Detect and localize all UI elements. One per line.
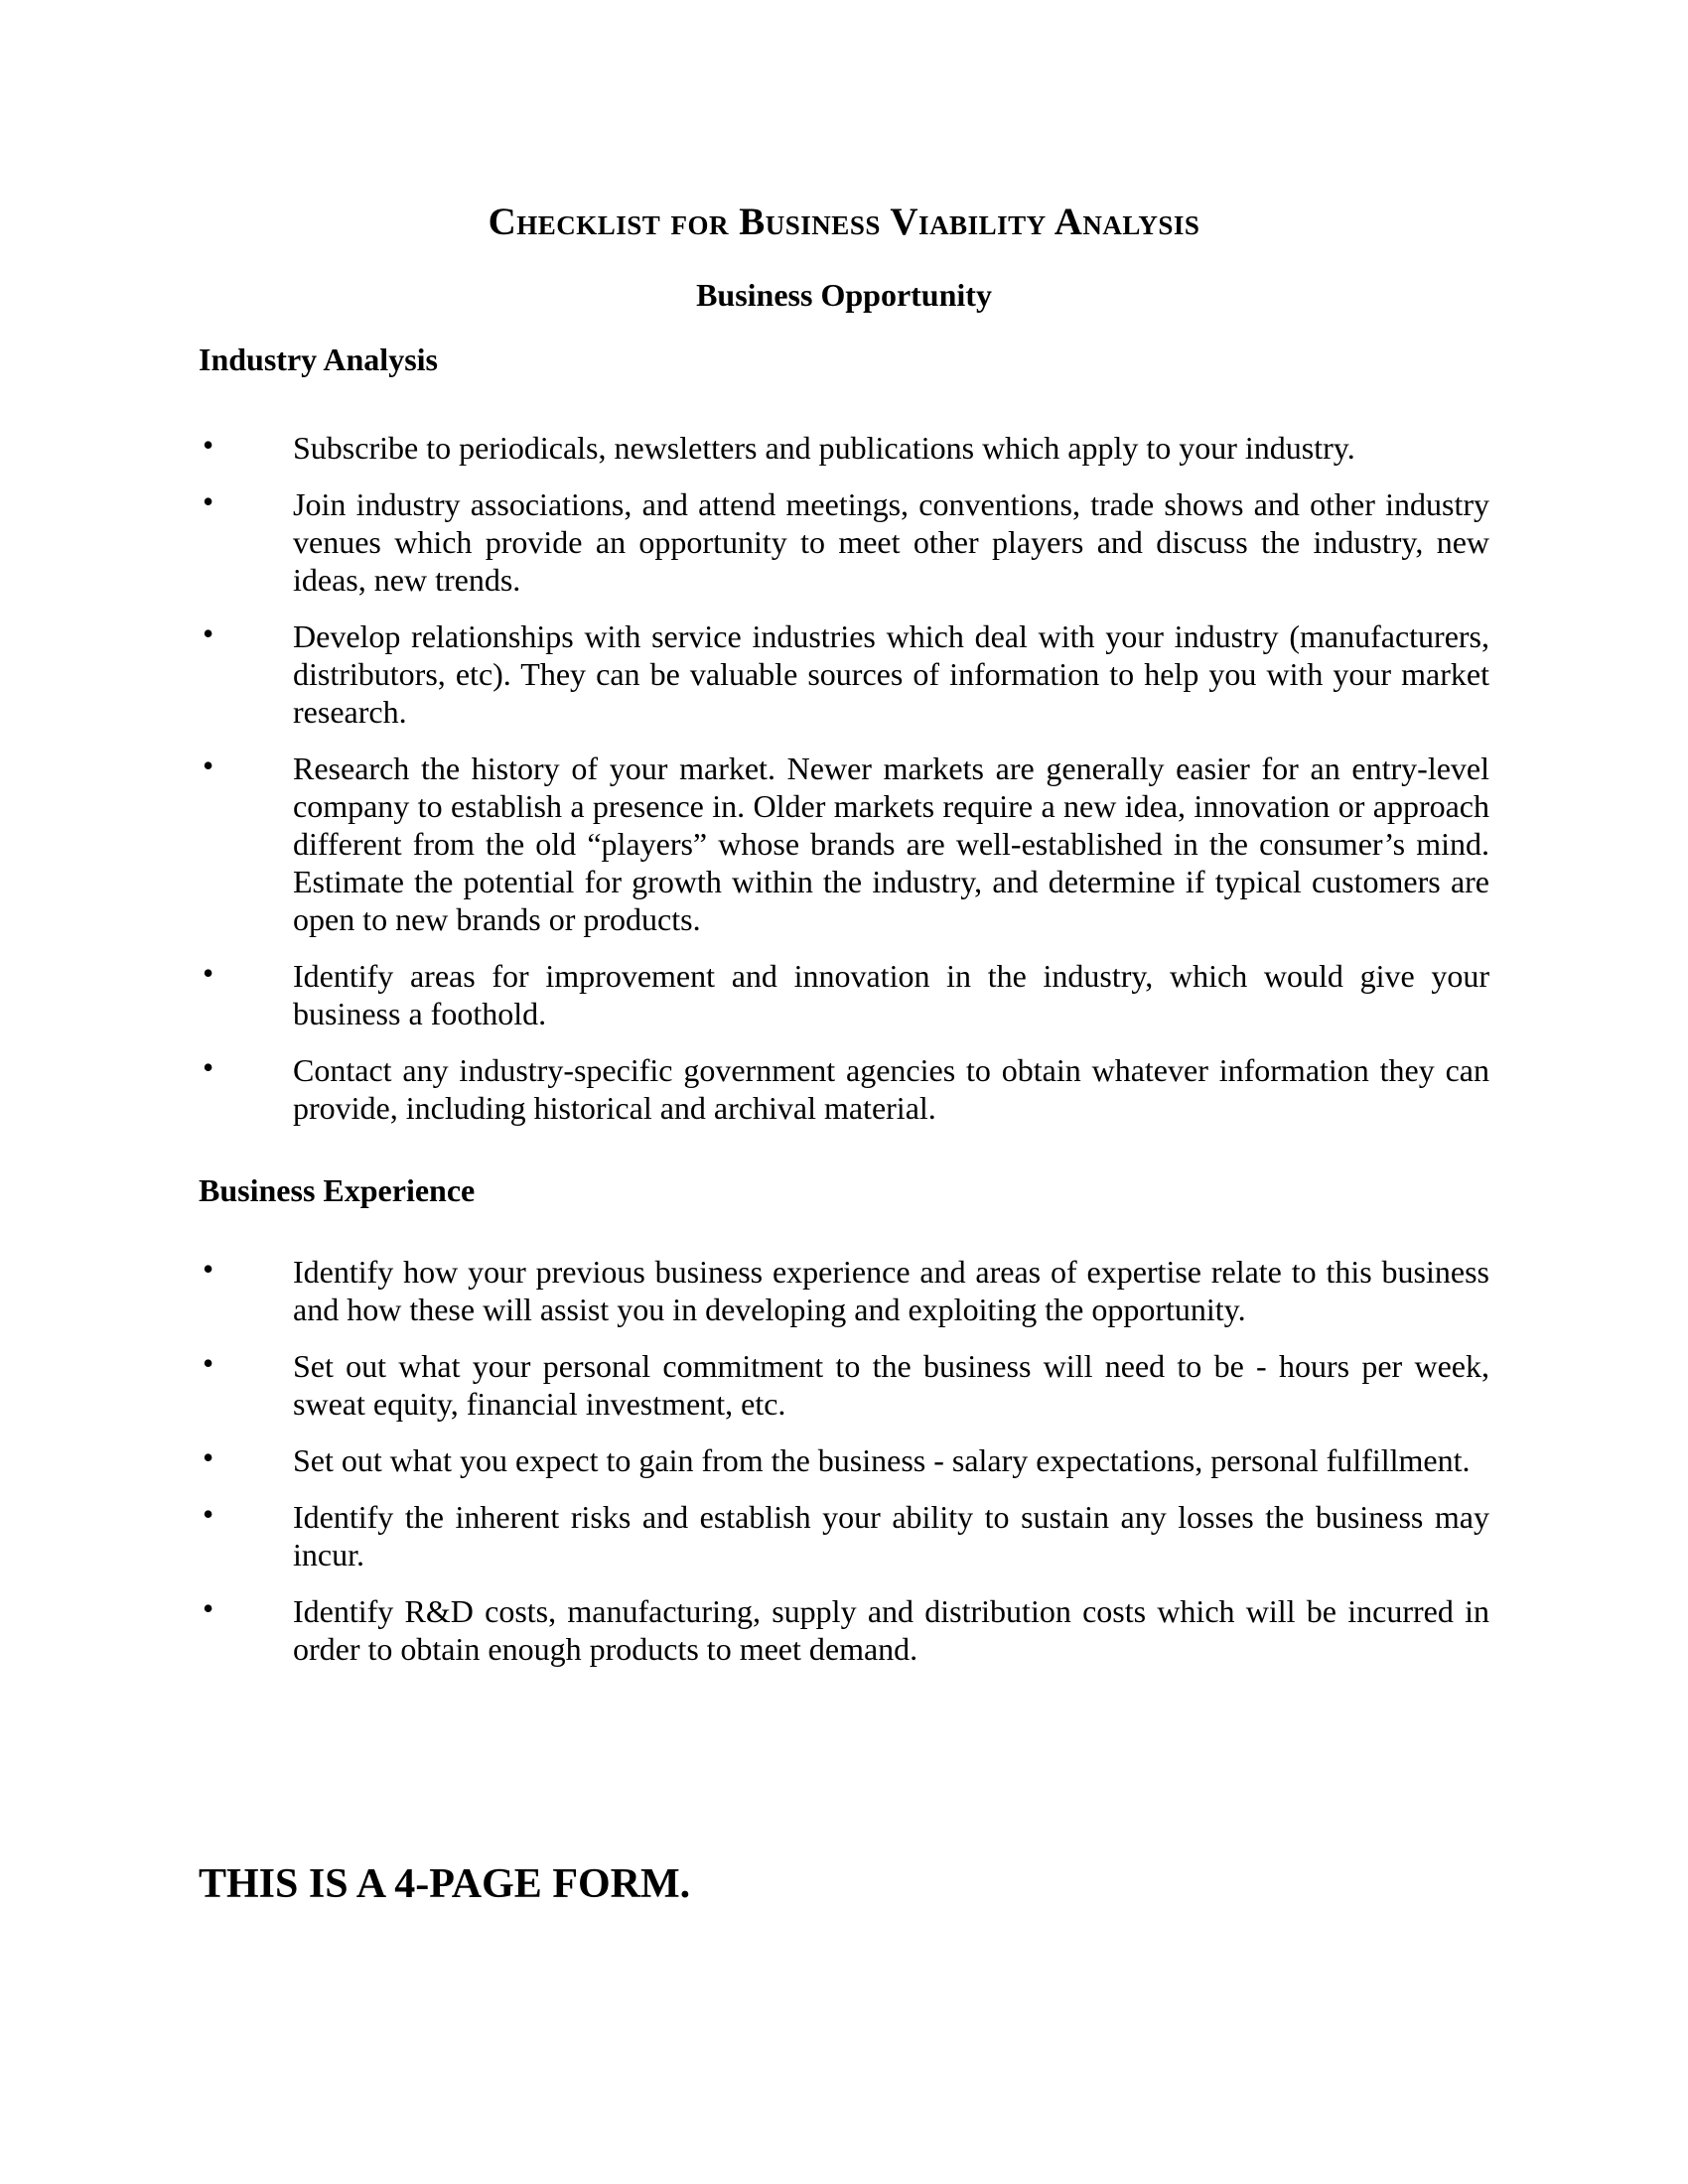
bullet-text: Identify areas for improvement and innovation in the industry, which would give your business a foothold. [293,958,1489,1031]
bullet-text: Set out what your personal commitment to the business will need to be - hours per week, sweat equity, financial investment, etc. [293,1348,1489,1422]
bullet-item [199,1498,1489,1573]
bullet-item [199,1347,1489,1423]
bullet-item [199,957,1489,1032]
bullet-item [199,1051,1489,1127]
bullet-text: Contact any industry-specific government agencies to obtain whatever information they can provide, including historical and archival material. [293,1052,1489,1126]
section-business-experience [199,1146,1489,1668]
bullet-text: Identify the inherent risks and establish your ability to sustain any losses the business may incur. [293,1499,1489,1572]
section-heading-business-experience: Business Experience [199,1172,476,1208]
bullet-icon: • [203,615,214,651]
industry-analysis-bullet-list [199,378,1489,1127]
bullet-icon: • [203,1049,214,1085]
bullet-item [199,1441,1489,1479]
bullet-icon: • [203,1345,214,1381]
section-heading-industry-analysis: Industry Analysis [199,341,438,377]
bullet-item [199,485,1489,599]
bullet-icon: • [203,1439,214,1475]
bullet-icon: • [203,1251,214,1287]
bullet-item [199,617,1489,731]
bullet-text: Set out what you expect to gain from the business - salary expectations, personal fulfillment. [293,1442,1471,1478]
page-title: Checklist for Business Viability Analysis [488,201,1200,243]
section-industry-analysis [199,314,1489,1127]
bullet-icon: • [203,1590,214,1626]
bullet-text: Develop relationships with service industries which deal with your industry (manufacturers, distributors, etc). They can be valuable sources of information to help you with your market research. [293,618,1489,730]
footer-note: THIS IS A 4-PAGE FORM. [199,1861,691,1907]
bullet-text: Subscribe to periodicals, newsletters and publications which apply to your industry. [293,430,1355,466]
bullet-text: Identify how your previous business experience and areas of expertise relate to this business and how these will assist you in developing and exploiting the opportunity. [293,1254,1489,1327]
bullet-text: Research the history of your market. Newer markets are generally easier for an entry-level company to establish a presence in. Older markets require a new idea, innovation or approach different from the old “players” whose brands are well-established in the consumer’s mind. Estimate the potential for growth within the industry, and determine if typical customers are open to new brands or products. [293,751,1489,937]
bullet-item [199,429,1489,467]
bullet-text: Join industry associations, and attend meetings, conventions, trade shows and other industry venues which provide an opportunity to meet other players and discuss the industry, new ideas, new trends. [293,486,1489,598]
bullet-icon: • [203,955,214,991]
page-subtitle: Business Opportunity [696,277,992,313]
bullet-item [199,750,1489,938]
bullet-icon: • [203,483,214,519]
bullet-item [199,1592,1489,1668]
bullet-icon: • [203,748,214,783]
bullet-item [199,1253,1489,1328]
bullet-icon: • [203,427,214,463]
bullet-icon: • [203,1496,214,1532]
business-experience-bullet-list [199,1209,1489,1668]
bullet-text: Identify R&D costs, manufacturing, supply and distribution costs which will be incurred in order to obtain enough products to meet demand. [293,1593,1489,1667]
